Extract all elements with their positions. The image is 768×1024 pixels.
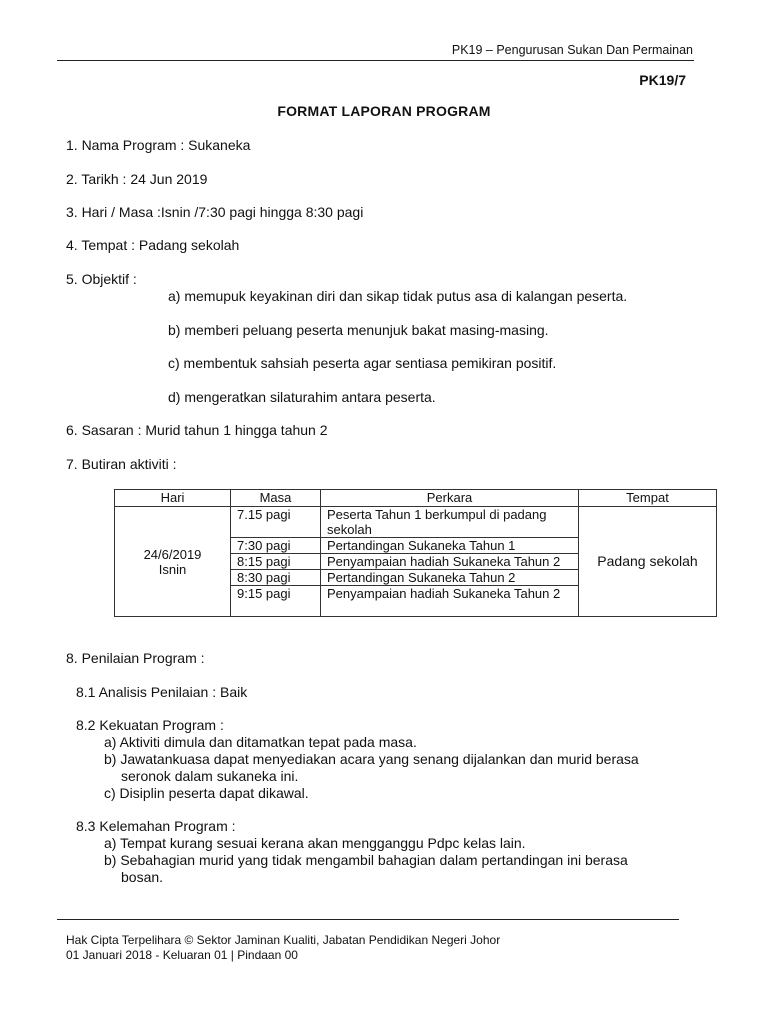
table-header-row <box>115 490 717 507</box>
cell-masa: 8:15 pagi <box>231 554 321 570</box>
field-sasaran: 6. Sasaran : Murid tahun 1 hingga tahun 2 <box>66 422 328 438</box>
day-name: Isnin <box>158 561 187 577</box>
activity-table <box>114 489 717 617</box>
page-title: FORMAT LAPORAN PROGRAM <box>277 103 491 119</box>
day-date: 24/6/2019 <box>143 546 202 562</box>
kekuatan-item-continued: seronok dalam sukaneka ini. <box>121 768 299 784</box>
field-hari-masa: 3. Hari / Masa :Isnin /7:30 pagi hingga 8:30 pagi <box>66 204 364 220</box>
header-doc-ref: PK19 – Pengurusan Sukan Dan Permainan <box>451 43 693 57</box>
objective-item: b) memberi peluang peserta menunjuk bakat masing-masing. <box>168 322 549 338</box>
field-objektif: 5. Objektif : <box>66 271 137 287</box>
cell-masa: 7.15 pagi <box>231 507 321 538</box>
field-butiran-aktiviti: 7. Butiran aktiviti : <box>66 456 177 472</box>
kelemahan-item: a) Tempat kurang sesuai kerana akan mengganggu Pdpc kelas lain. <box>104 835 526 851</box>
objective-item: d) mengeratkan silaturahim antara peserta. <box>168 389 436 405</box>
footer-divider <box>57 919 679 920</box>
cell-masa: 8:30 pagi <box>231 570 321 586</box>
column-header-perkara: Perkara <box>321 490 579 507</box>
field-nama-program: 1. Nama Program : Sukaneka <box>66 137 251 153</box>
field-tempat: 4. Tempat : Padang sekolah <box>66 237 240 253</box>
form-code: PK19/7 <box>639 72 686 88</box>
cell-masa: 9:15 pagi <box>231 586 321 617</box>
cell-masa: 7:30 pagi <box>231 538 321 554</box>
field-tarikh: 2. Tarikh : 24 Jun 2019 <box>66 171 208 187</box>
cell-perkara: Peserta Tahun 1 berkumpul di padang sekolah <box>321 507 579 538</box>
cell-perkara: Penyampaian hadiah Sukaneka Tahun 2 <box>321 554 579 570</box>
cell-tempat: Padang sekolah <box>579 507 717 617</box>
objective-item: c) membentuk sahsiah peserta agar sentiasa pemikiran positif. <box>168 355 557 371</box>
kelemahan-heading: 8.3 Kelemahan Program : <box>76 818 236 834</box>
objective-item: a) memupuk keyakinan diri dan sikap tidak putus asa di kalangan peserta. <box>168 288 628 304</box>
footer-copyright: Hak Cipta Terpelihara © Sektor Jaminan Kualiti, Jabatan Pendidikan Negeri Johor <box>66 933 501 947</box>
kekuatan-item: b) Jawatankuasa dapat menyediakan acara yang senang dijalankan dan murid berasa <box>104 751 639 767</box>
kekuatan-heading: 8.2 Kekuatan Program : <box>76 717 224 733</box>
column-header-masa: Masa <box>231 490 321 507</box>
header-divider <box>57 60 694 61</box>
table-row <box>115 507 717 538</box>
penilaian-heading: 8. Penilaian Program : <box>66 650 205 666</box>
kekuatan-item: a) Aktiviti dimula dan ditamatkan tepat pada masa. <box>104 734 417 750</box>
analisis-penilaian: 8.1 Analisis Penilaian : Baik <box>76 684 248 700</box>
kekuatan-item: c) Disiplin peserta dapat dikawal. <box>104 785 309 801</box>
kelemahan-item-continued: bosan. <box>121 869 164 885</box>
column-header-tempat: Tempat <box>579 490 717 507</box>
footer-edition: 01 Januari 2018 - Keluaran 01 | Pindaan 00 <box>66 948 298 962</box>
kelemahan-item: b) Sebahagian murid yang tidak mengambil bahagian dalam pertandingan ini berasa <box>104 852 628 868</box>
column-header-hari: Hari <box>115 490 231 507</box>
cell-perkara: Pertandingan Sukaneka Tahun 2 <box>321 570 579 586</box>
cell-hari <box>115 507 231 617</box>
cell-perkara: Pertandingan Sukaneka Tahun 1 <box>321 538 579 554</box>
cell-perkara: Penyampaian hadiah Sukaneka Tahun 2 <box>321 586 579 617</box>
